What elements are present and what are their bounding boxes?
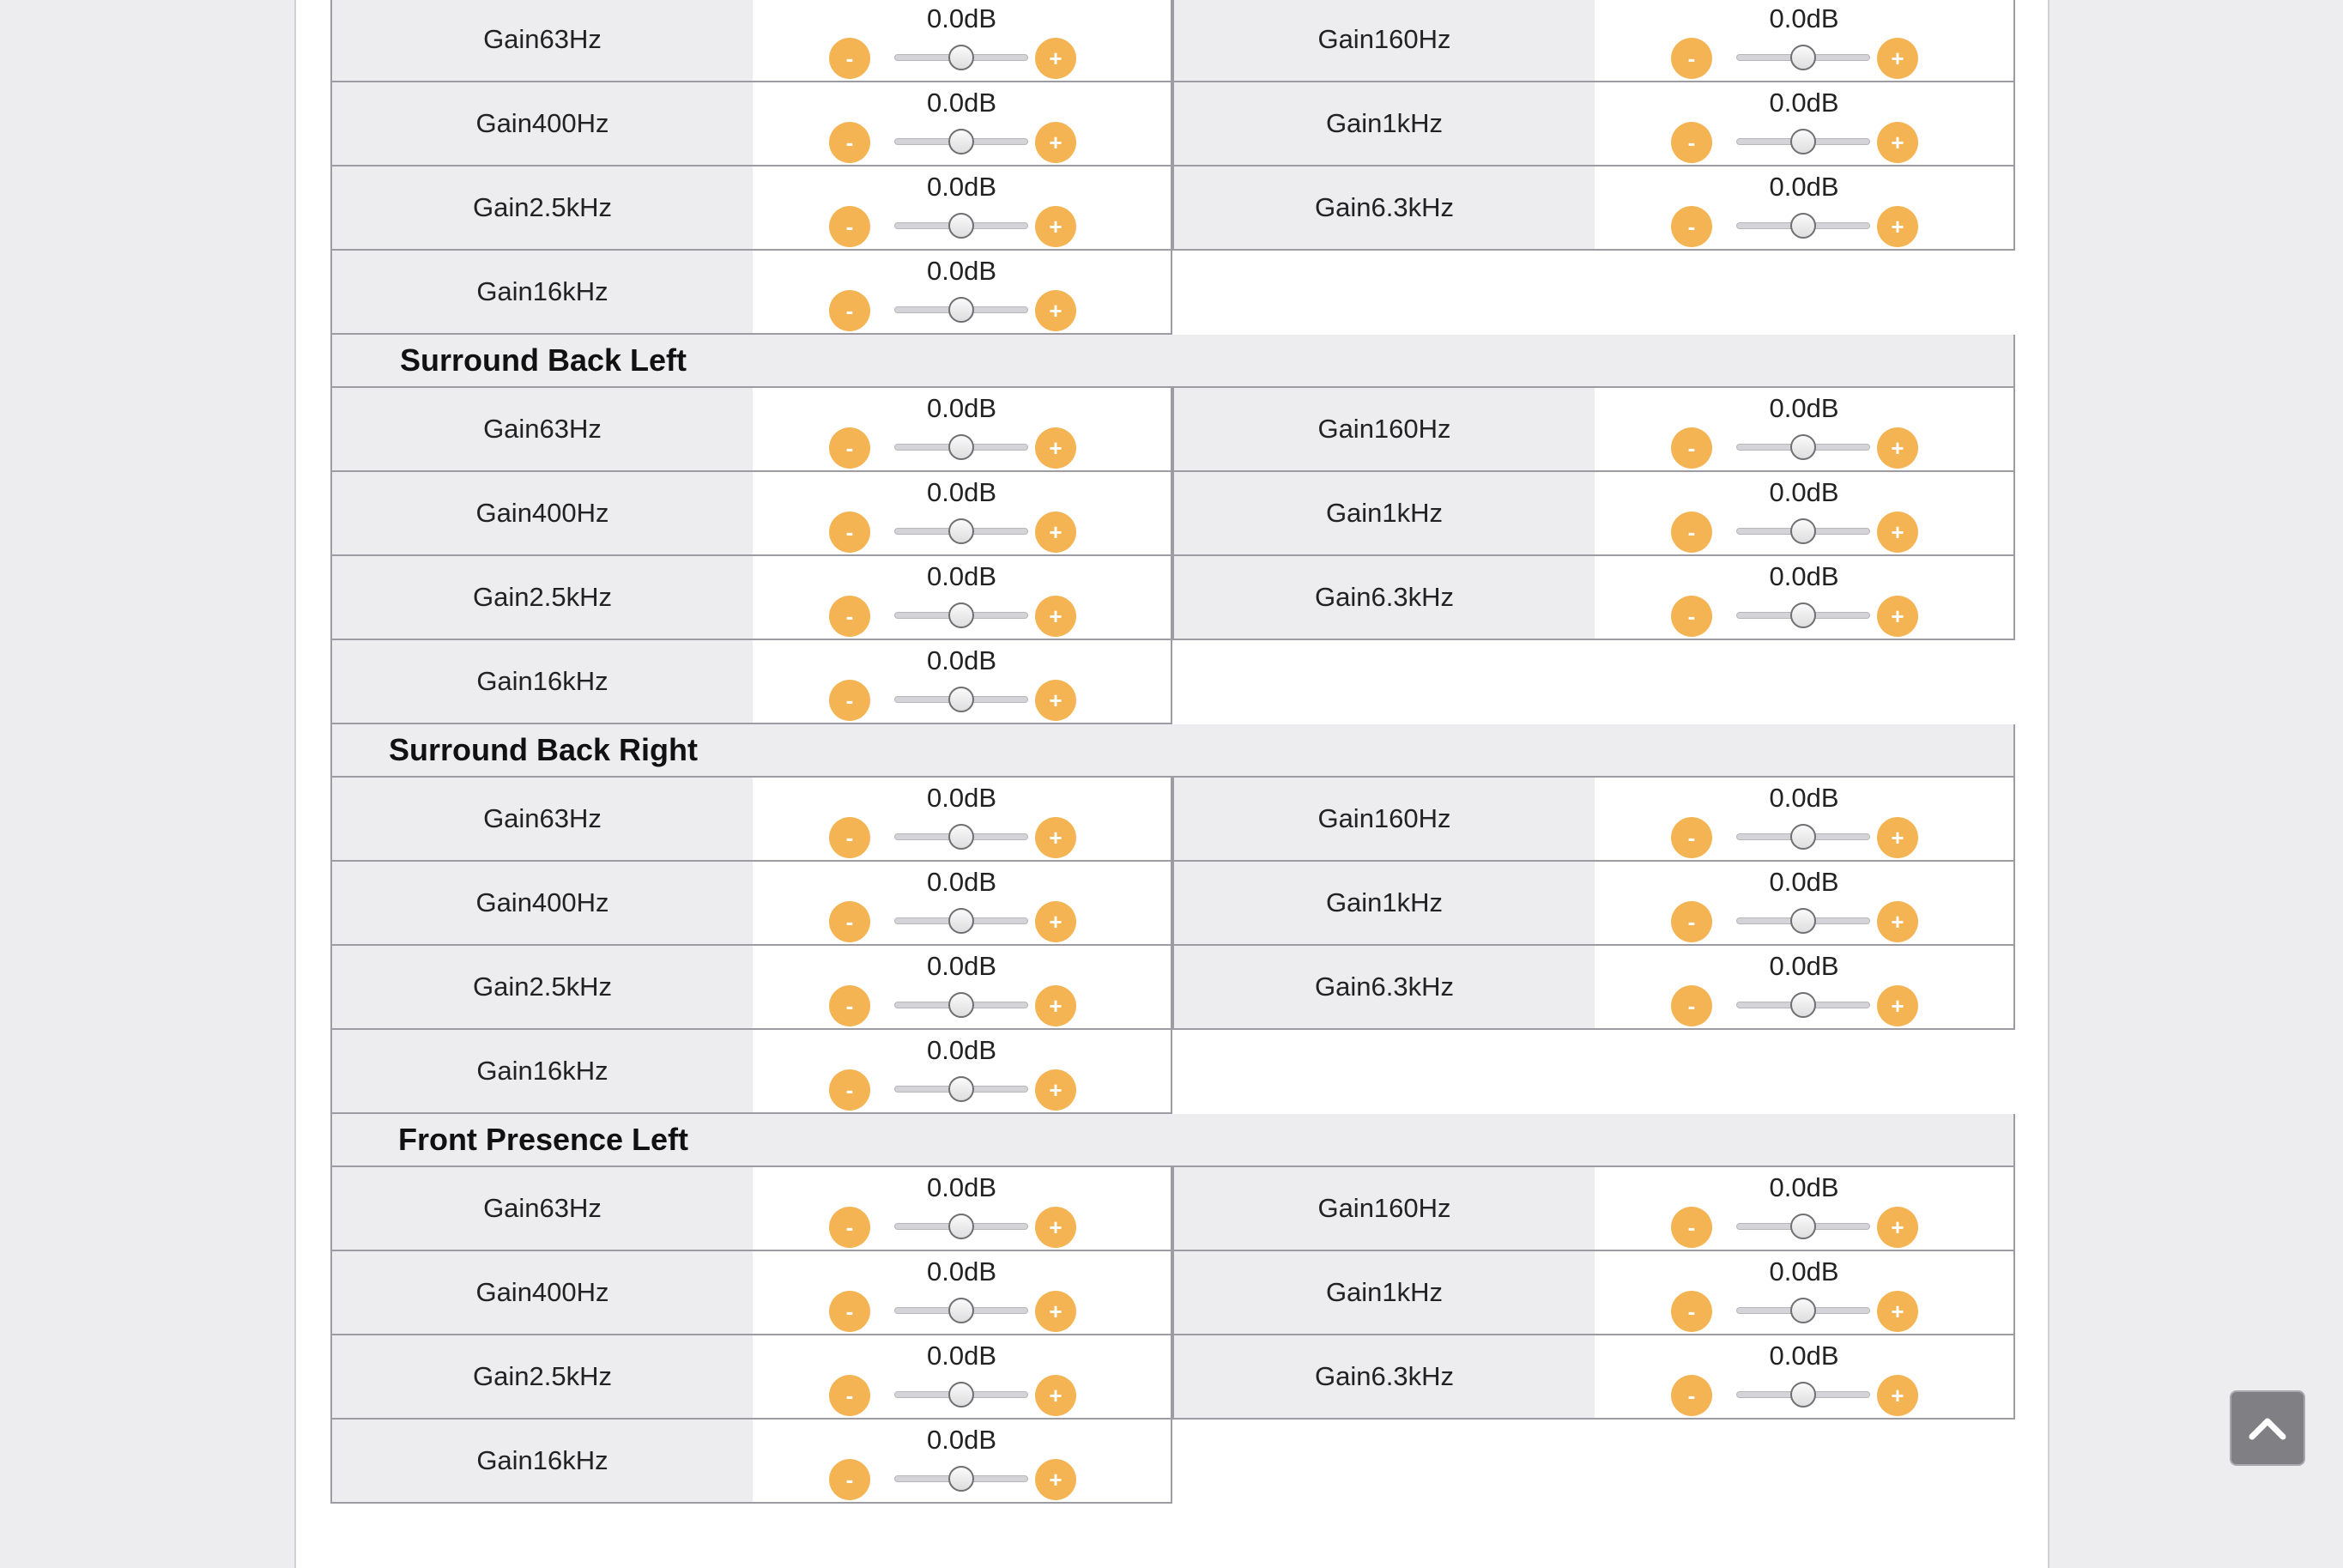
band-row <box>330 1335 2015 1420</box>
band-label: Gain1kHz <box>1174 862 1595 944</box>
gain-value: 0.0dB <box>926 951 996 981</box>
gain-control <box>1595 388 2013 470</box>
gain-slider[interactable] <box>894 917 1028 924</box>
channel-section <box>330 0 2015 335</box>
channel-section <box>330 1114 2015 1504</box>
gain-control <box>1595 1251 2013 1334</box>
gain-slider[interactable] <box>1736 1307 1870 1314</box>
gain-slider-knob[interactable] <box>948 1466 974 1492</box>
band-control <box>1172 862 2015 946</box>
band-label: Gain16kHz <box>332 1030 753 1112</box>
decrease-gain-button[interactable]: - <box>1671 122 1712 163</box>
band-grid <box>330 1167 2015 1504</box>
decrease-gain-button[interactable]: - <box>829 290 870 331</box>
gain-control <box>1595 946 2013 1028</box>
increase-gain-button[interactable]: + <box>1877 427 1918 469</box>
gain-value: 0.0dB <box>1769 477 1839 507</box>
increase-gain-button[interactable]: + <box>1877 1291 1918 1332</box>
band-label: Gain400Hz <box>332 82 753 165</box>
gain-control <box>1595 472 2013 554</box>
gain-slider[interactable] <box>894 1223 1028 1230</box>
band-row <box>330 640 2015 724</box>
band-control <box>330 82 1172 166</box>
increase-gain-button[interactable]: + <box>1035 427 1076 469</box>
channel-title: Front Presence Left <box>397 1122 689 1157</box>
band-label: Gain6.3kHz <box>1174 556 1595 639</box>
gain-slider[interactable] <box>1736 528 1870 535</box>
gain-control <box>753 946 1172 1028</box>
gain-slider-knob[interactable] <box>1790 908 1816 934</box>
gain-control <box>1595 778 2013 860</box>
decrease-gain-button[interactable]: - <box>1671 596 1712 637</box>
band-grid <box>330 0 2015 335</box>
band-grid <box>330 388 2015 724</box>
gain-control <box>753 640 1172 723</box>
band-label: Gain160Hz <box>1174 1167 1595 1250</box>
increase-gain-button[interactable]: + <box>1877 1207 1918 1248</box>
decrease-gain-button[interactable]: - <box>829 38 870 79</box>
increase-gain-button[interactable]: + <box>1035 596 1076 637</box>
gain-slider-knob[interactable] <box>948 297 974 323</box>
empty-cell <box>1172 640 2014 724</box>
gain-control <box>1595 0 2013 81</box>
band-label: Gain6.3kHz <box>1174 1335 1595 1418</box>
band-control <box>1172 0 2015 82</box>
band-label: Gain63Hz <box>332 778 753 860</box>
decrease-gain-button[interactable]: - <box>829 512 870 553</box>
gain-value: 0.0dB <box>926 867 996 897</box>
gain-value: 0.0dB <box>926 172 996 202</box>
band-control <box>1172 1251 2015 1335</box>
gain-control <box>1595 82 2013 165</box>
band-control <box>330 862 1172 946</box>
increase-gain-button[interactable]: + <box>1877 38 1918 79</box>
gain-slider-knob[interactable] <box>948 824 974 850</box>
band-control <box>1172 778 2015 862</box>
gain-slider[interactable] <box>894 138 1028 145</box>
gain-slider-knob[interactable] <box>948 434 974 460</box>
band-label: Gain400Hz <box>332 472 753 554</box>
band-control <box>1172 1167 2015 1251</box>
gain-slider-knob[interactable] <box>1790 45 1816 70</box>
increase-gain-button[interactable]: + <box>1877 122 1918 163</box>
band-control <box>1172 946 2015 1030</box>
band-label: Gain16kHz <box>332 1420 753 1502</box>
gain-slider[interactable] <box>1736 222 1870 229</box>
gain-control <box>753 1030 1172 1112</box>
band-label: Gain1kHz <box>1174 82 1595 165</box>
band-control <box>330 388 1172 472</box>
band-control <box>330 472 1172 556</box>
band-label: Gain1kHz <box>1174 472 1595 554</box>
gain-control <box>753 251 1172 333</box>
decrease-gain-button[interactable]: - <box>1671 206 1712 247</box>
gain-value: 0.0dB <box>926 561 996 591</box>
gain-slider[interactable] <box>894 696 1028 703</box>
gain-value: 0.0dB <box>926 1035 996 1065</box>
gain-slider[interactable] <box>1736 444 1870 451</box>
decrease-gain-button[interactable]: - <box>829 596 870 637</box>
band-label: Gain6.3kHz <box>1174 166 1595 249</box>
increase-gain-button[interactable]: + <box>1877 512 1918 553</box>
band-control <box>1172 166 2015 251</box>
gain-value: 0.0dB <box>1769 1256 1839 1286</box>
band-label: Gain2.5kHz <box>332 556 753 639</box>
empty-cell <box>1172 251 2014 335</box>
gain-slider-knob[interactable] <box>948 908 974 934</box>
gain-slider-knob[interactable] <box>948 687 974 712</box>
gain-control <box>753 1251 1172 1334</box>
gain-slider[interactable] <box>894 833 1028 840</box>
gain-value: 0.0dB <box>1769 1172 1839 1202</box>
decrease-gain-button[interactable]: - <box>829 1207 870 1248</box>
decrease-gain-button[interactable]: - <box>829 1459 870 1500</box>
gain-value: 0.0dB <box>1769 88 1839 118</box>
band-control <box>330 166 1172 251</box>
increase-gain-button[interactable]: + <box>1035 1459 1076 1500</box>
increase-gain-button[interactable]: + <box>1035 1069 1076 1111</box>
increase-gain-button[interactable]: + <box>1035 290 1076 331</box>
decrease-gain-button[interactable]: - <box>829 680 870 721</box>
gain-value: 0.0dB <box>926 1341 996 1371</box>
increase-gain-button[interactable]: + <box>1877 206 1918 247</box>
gain-value: 0.0dB <box>1769 393 1839 423</box>
chevron-up-icon <box>2248 1415 2287 1441</box>
gain-value: 0.0dB <box>1769 561 1839 591</box>
empty-cell <box>1172 1030 2014 1114</box>
band-row <box>330 862 2015 946</box>
band-label: Gain400Hz <box>332 862 753 944</box>
gain-slider-knob[interactable] <box>1790 1214 1816 1239</box>
equalizer-sections <box>330 0 2015 1504</box>
gain-slider-knob[interactable] <box>948 1298 974 1323</box>
gain-slider-knob[interactable] <box>1790 602 1816 628</box>
decrease-gain-button[interactable]: - <box>1671 1291 1712 1332</box>
gain-slider[interactable] <box>894 612 1028 619</box>
gain-value: 0.0dB <box>1769 867 1839 897</box>
gain-slider-knob[interactable] <box>1790 434 1816 460</box>
band-label: Gain160Hz <box>1174 0 1595 81</box>
gain-slider[interactable] <box>894 306 1028 313</box>
band-row <box>330 556 2015 640</box>
band-row <box>330 1167 2015 1251</box>
gain-value: 0.0dB <box>926 3 996 33</box>
gain-value: 0.0dB <box>1769 1341 1839 1371</box>
gain-slider-knob[interactable] <box>1790 1298 1816 1323</box>
gain-slider[interactable] <box>894 1086 1028 1093</box>
band-control <box>1172 556 2015 640</box>
band-label: Gain6.3kHz <box>1174 946 1595 1028</box>
band-label: Gain160Hz <box>1174 388 1595 470</box>
band-control <box>1172 472 2015 556</box>
gain-slider-knob[interactable] <box>1790 518 1816 544</box>
band-control <box>330 1251 1172 1335</box>
gain-slider[interactable] <box>894 1002 1028 1008</box>
band-row <box>330 82 2015 166</box>
gain-control <box>1595 1335 2013 1418</box>
gain-slider[interactable] <box>1736 138 1870 145</box>
channel-section <box>330 335 2015 724</box>
gain-control <box>1595 1167 2013 1250</box>
gain-slider[interactable] <box>894 1475 1028 1482</box>
gain-control <box>1595 556 2013 639</box>
gain-value: 0.0dB <box>1769 3 1839 33</box>
gain-slider-knob[interactable] <box>1790 129 1816 154</box>
gain-control <box>753 862 1172 944</box>
decrease-gain-button[interactable]: - <box>829 901 870 942</box>
gain-slider[interactable] <box>1736 1002 1870 1008</box>
gain-value: 0.0dB <box>926 477 996 507</box>
gain-value: 0.0dB <box>926 1172 996 1202</box>
gain-slider[interactable] <box>894 222 1028 229</box>
increase-gain-button[interactable]: + <box>1877 1375 1918 1416</box>
band-row <box>330 1420 2015 1504</box>
gain-slider[interactable] <box>894 1391 1028 1398</box>
band-label: Gain63Hz <box>332 1167 753 1250</box>
band-row <box>330 251 2015 335</box>
decrease-gain-button[interactable]: - <box>829 206 870 247</box>
decrease-gain-button[interactable]: - <box>1671 1207 1712 1248</box>
empty-cell <box>1172 1420 2014 1504</box>
gain-slider-knob[interactable] <box>1790 824 1816 850</box>
decrease-gain-button[interactable]: - <box>1671 1375 1712 1416</box>
decrease-gain-button[interactable]: - <box>1671 38 1712 79</box>
increase-gain-button[interactable]: + <box>1877 901 1918 942</box>
increase-gain-button[interactable]: + <box>1035 1291 1076 1332</box>
gain-control <box>1595 166 2013 249</box>
gain-slider-knob[interactable] <box>948 45 974 70</box>
gain-slider-knob[interactable] <box>948 602 974 628</box>
increase-gain-button[interactable]: + <box>1877 985 1918 1026</box>
band-label: Gain16kHz <box>332 640 753 723</box>
gain-slider-knob[interactable] <box>948 129 974 154</box>
band-control <box>330 1030 1172 1114</box>
band-control <box>330 1167 1172 1251</box>
increase-gain-button[interactable]: + <box>1035 122 1076 163</box>
gain-value: 0.0dB <box>926 645 996 675</box>
gain-slider[interactable] <box>894 1307 1028 1314</box>
band-row <box>330 1030 2015 1114</box>
band-label: Gain16kHz <box>332 251 753 333</box>
increase-gain-button[interactable]: + <box>1035 1375 1076 1416</box>
gain-slider-knob[interactable] <box>948 1076 974 1102</box>
gain-control <box>753 0 1172 81</box>
gain-value: 0.0dB <box>926 783 996 813</box>
band-control <box>330 1420 1172 1504</box>
band-row <box>330 388 2015 472</box>
band-label: Gain2.5kHz <box>332 946 753 1028</box>
increase-gain-button[interactable]: + <box>1877 817 1918 858</box>
gain-control <box>753 472 1172 554</box>
gain-control <box>753 778 1172 860</box>
band-label: Gain1kHz <box>1174 1251 1595 1334</box>
gain-control <box>753 166 1172 249</box>
decrease-gain-button[interactable]: - <box>829 427 870 469</box>
band-label: Gain2.5kHz <box>332 166 753 249</box>
gain-slider[interactable] <box>894 528 1028 535</box>
band-row <box>330 1251 2015 1335</box>
band-row <box>330 166 2015 251</box>
increase-gain-button[interactable]: + <box>1035 985 1076 1026</box>
gain-control <box>1595 862 2013 944</box>
band-label: Gain2.5kHz <box>332 1335 753 1418</box>
gain-control <box>753 388 1172 470</box>
gain-value: 0.0dB <box>926 1425 996 1455</box>
band-control <box>330 0 1172 82</box>
band-row <box>330 946 2015 1030</box>
gain-value: 0.0dB <box>1769 172 1839 202</box>
gain-slider-knob[interactable] <box>948 992 974 1018</box>
band-label: Gain63Hz <box>332 0 753 81</box>
decrease-gain-button[interactable]: - <box>1671 985 1712 1026</box>
decrease-gain-button[interactable]: - <box>1671 512 1712 553</box>
decrease-gain-button[interactable]: - <box>829 122 870 163</box>
increase-gain-button[interactable]: + <box>1035 38 1076 79</box>
increase-gain-button[interactable]: + <box>1877 596 1918 637</box>
band-control <box>330 778 1172 862</box>
gain-control <box>753 1420 1172 1502</box>
band-control <box>330 556 1172 640</box>
gain-value: 0.0dB <box>926 256 996 286</box>
gain-slider-knob[interactable] <box>1790 213 1816 239</box>
gain-value: 0.0dB <box>926 393 996 423</box>
gain-control <box>753 1335 1172 1418</box>
gain-slider[interactable] <box>894 444 1028 451</box>
gain-slider-knob[interactable] <box>948 213 974 239</box>
gain-slider-knob[interactable] <box>948 518 974 544</box>
increase-gain-button[interactable]: + <box>1035 1207 1076 1248</box>
band-control <box>330 251 1172 335</box>
gain-slider[interactable] <box>1736 917 1870 924</box>
gain-slider[interactable] <box>1736 1391 1870 1398</box>
gain-control <box>753 556 1172 639</box>
band-control <box>330 946 1172 1030</box>
gain-slider[interactable] <box>894 54 1028 61</box>
increase-gain-button[interactable]: + <box>1035 512 1076 553</box>
band-label: Gain63Hz <box>332 388 753 470</box>
channel-header <box>330 1114 2015 1167</box>
gain-slider[interactable] <box>1736 612 1870 619</box>
gain-control <box>753 82 1172 165</box>
gain-slider-knob[interactable] <box>948 1214 974 1239</box>
band-control <box>1172 1335 2015 1420</box>
band-label: Gain400Hz <box>332 1251 753 1334</box>
gain-value: 0.0dB <box>1769 783 1839 813</box>
gain-slider-knob[interactable] <box>1790 1382 1816 1408</box>
band-row <box>330 472 2015 556</box>
gain-value: 0.0dB <box>926 88 996 118</box>
increase-gain-button[interactable]: + <box>1035 901 1076 942</box>
band-control <box>330 640 1172 724</box>
band-row <box>330 0 2015 82</box>
gain-slider[interactable] <box>1736 1223 1870 1230</box>
increase-gain-button[interactable]: + <box>1035 206 1076 247</box>
channel-section <box>330 724 2015 1114</box>
decrease-gain-button[interactable]: - <box>1671 817 1712 858</box>
gain-control <box>753 1167 1172 1250</box>
gain-value: 0.0dB <box>1769 951 1839 981</box>
gain-slider[interactable] <box>1736 54 1870 61</box>
increase-gain-button[interactable]: + <box>1035 817 1076 858</box>
band-control <box>330 1335 1172 1420</box>
decrease-gain-button[interactable]: - <box>829 985 870 1026</box>
channel-title: Surround Back Left <box>399 342 687 378</box>
gain-slider[interactable] <box>1736 833 1870 840</box>
band-control <box>1172 388 2015 472</box>
channel-header <box>330 724 2015 778</box>
channel-header <box>330 335 2015 388</box>
scroll-to-top-button[interactable] <box>2230 1390 2305 1466</box>
decrease-gain-button[interactable]: - <box>1671 901 1712 942</box>
decrease-gain-button[interactable]: - <box>829 817 870 858</box>
decrease-gain-button[interactable]: - <box>1671 427 1712 469</box>
band-label: Gain160Hz <box>1174 778 1595 860</box>
gain-value: 0.0dB <box>926 1256 996 1286</box>
gain-slider-knob[interactable] <box>1790 992 1816 1018</box>
gain-slider-knob[interactable] <box>948 1382 974 1408</box>
decrease-gain-button[interactable]: - <box>829 1291 870 1332</box>
band-grid <box>330 778 2015 1114</box>
channel-title: Surround Back Right <box>388 732 699 767</box>
band-row <box>330 778 2015 862</box>
decrease-gain-button[interactable]: - <box>829 1069 870 1111</box>
band-control <box>1172 82 2015 166</box>
increase-gain-button[interactable]: + <box>1035 680 1076 721</box>
decrease-gain-button[interactable]: - <box>829 1375 870 1416</box>
